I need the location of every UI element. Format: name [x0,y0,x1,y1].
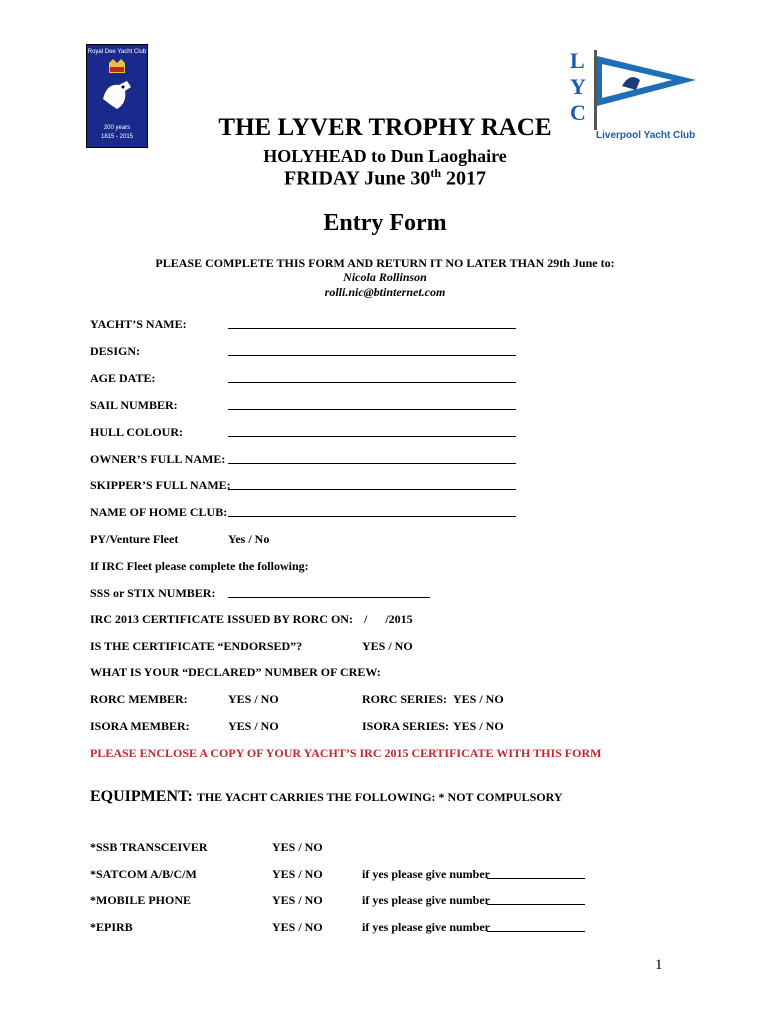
equipment-choice-mobile[interactable]: YES / NO [272,893,323,907]
equipment-subheading: THE YACHT CARRIES THE FOLLOWING: * NOT COMPULSORY [196,790,563,804]
lyc-letter-l: L [570,48,585,73]
field-label-skipper-name: SKIPPER’S FULL NAME: [90,478,231,492]
form-title: Entry Form [323,210,447,236]
field-label-age-date: AGE DATE: [90,371,156,385]
rdyc-logo-dates: 1815 - 2015 [100,134,134,140]
irc-cert-label: IRC 2013 CERTIFICATE ISSUED BY RORC ON: [90,612,353,626]
field-label-home-club: NAME OF HOME CLUB: [90,505,228,519]
crew-label: WHAT IS YOUR “DECLARED” NUMBER OF CREW: [90,665,381,679]
endorsed-choice[interactable]: YES / NO [362,639,413,653]
isora-series-choice[interactable]: YES / NO [453,719,504,733]
isora-member-choice[interactable]: YES / NO [228,719,279,733]
irc-intro: If IRC Fleet please complete the following: [90,559,309,573]
sss-line[interactable] [228,597,430,598]
rorc-series-label: RORC SERIES: [362,692,448,706]
field-line-hull-colour[interactable] [228,436,516,437]
contact-email: rolli.nic@btinternet.com [324,285,446,299]
page-number: 1 [655,957,663,973]
field-label-design: DESIGN: [90,344,141,358]
irc-cert-date[interactable]: / /2015 [364,612,413,626]
field-line-skipper-name[interactable] [228,489,516,490]
equipment-number-line-satcom[interactable] [487,878,585,879]
field-line-owner-name[interactable] [228,463,516,464]
race-date [0,166,770,191]
rdyc-logo-years: 200 years [103,125,131,131]
field-line-yacht-name[interactable] [228,328,516,329]
lyc-letter-c: C [570,100,586,125]
equipment-number-label-mobile: if yes please give number [362,893,490,907]
rorc-member-choice[interactable]: YES / NO [228,692,279,706]
endorsed-label: IS THE CERTIFICATE “ENDORSED”? [90,639,303,653]
rorc-member-label: RORC MEMBER: [90,692,188,706]
isora-series-label: ISORA SERIES: [362,719,450,733]
field-line-sail-number[interactable] [228,409,516,410]
lyc-club-name: Liverpool Yacht Club [596,130,696,141]
equipment-label-satcom: *SATCOM A/B/C/M [90,867,197,881]
race-date-main: FRIDAY June 30 [284,167,431,190]
rdyc-logo-name: Royal Dee Yacht Club [87,49,147,55]
isora-member-label: ISORA MEMBER: [90,719,190,733]
field-label-yacht-name: YACHT’S NAME: [90,317,187,331]
equipment-choice-satcom[interactable]: YES / NO [272,867,323,881]
contact-name: Nicola Rollinson [343,270,427,284]
equipment-number-label-epirb: if yes please give number [362,920,490,934]
enclose-certificate-note: PLEASE ENCLOSE A COPY OF YOUR YACHT’S IRC 2015 CERTIFICATE WITH THIS FORM [90,746,602,760]
field-label-owner-name: OWNER’S FULL NAME: [90,452,226,466]
py-fleet-choice[interactable]: Yes / No [228,532,270,546]
equipment-choice-epirb[interactable]: YES / NO [272,920,323,934]
lyc-letter-y: Y [570,74,586,99]
equipment-heading: EQUIPMENT: [90,788,193,805]
equipment-number-line-epirb[interactable] [487,931,585,932]
equipment-label-ssb: *SSB TRANSCEIVER [90,840,208,854]
sss-label: SSS or STIX NUMBER: [90,586,216,600]
race-date-year: 2017 [441,167,486,190]
py-fleet-label: PY/Venture Fleet [90,532,179,546]
race-route: HOLYHEAD to Dun Laoghaire [263,146,507,166]
race-date-sup: th [430,166,441,180]
field-line-home-club[interactable] [228,516,516,517]
equipment-choice-ssb[interactable]: YES / NO [272,840,323,854]
equipment-number-line-mobile[interactable] [487,904,585,905]
race-title: THE LYVER TROPHY RACE [218,114,552,141]
equipment-heading-row [90,788,563,806]
equipment-number-label-satcom: if yes please give number [362,867,490,881]
equipment-label-mobile: *MOBILE PHONE [90,893,192,907]
field-line-design[interactable] [228,355,516,356]
field-label-hull-colour: HULL COLOUR: [90,425,184,439]
return-instruction: PLEASE COMPLETE THIS FORM AND RETURN IT NO LATER THAN 29th June to: [155,256,615,270]
field-line-age-date[interactable] [228,382,516,383]
rorc-series-choice[interactable]: YES / NO [453,692,504,706]
equipment-label-epirb: *EPIRB [90,920,133,934]
field-label-sail-number: SAIL NUMBER: [90,398,178,412]
